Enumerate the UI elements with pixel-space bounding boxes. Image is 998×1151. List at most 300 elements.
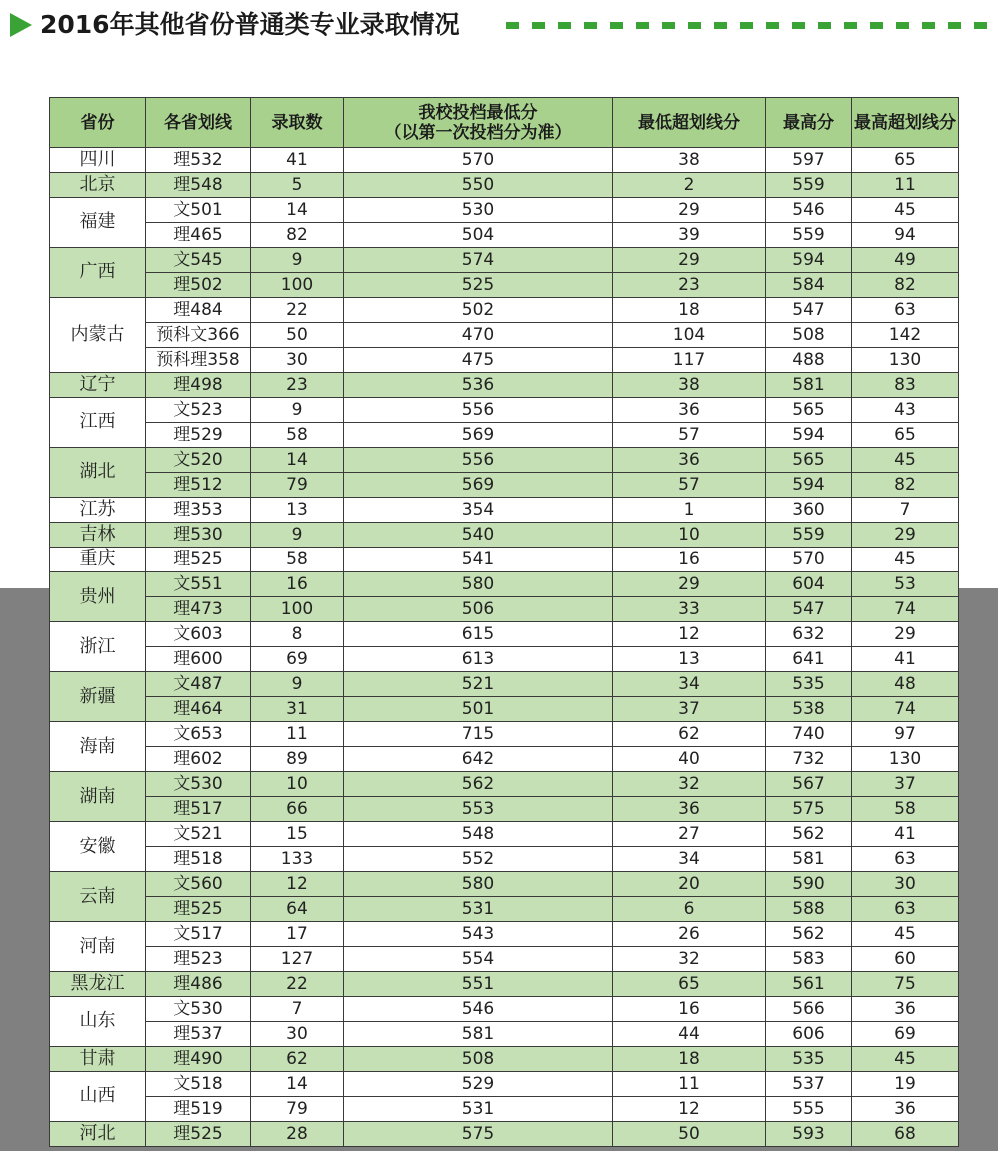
table-row [50, 347, 959, 372]
min-over-cell: 34 [613, 672, 766, 697]
min-over-cell: 16 [613, 547, 766, 572]
line-cell: 理600 [146, 647, 251, 672]
line-cell: 文551 [146, 572, 251, 597]
count-cell: 10 [251, 772, 344, 797]
table-row [50, 797, 959, 822]
table-row [50, 722, 959, 747]
min-score-cell: 580 [344, 872, 613, 897]
admission-table-container [49, 97, 960, 1147]
min-over-cell: 34 [613, 847, 766, 872]
min-score-cell: 502 [344, 297, 613, 322]
min-score-cell: 531 [344, 897, 613, 922]
min-over-cell: 12 [613, 1096, 766, 1121]
min-score-cell: 574 [344, 247, 613, 272]
count-cell: 23 [251, 372, 344, 397]
max-over-cell: 97 [852, 722, 959, 747]
min-over-cell: 50 [613, 1121, 766, 1146]
min-over-cell: 40 [613, 747, 766, 772]
count-cell: 30 [251, 347, 344, 372]
col-header-max-over: 最高超划线分 [852, 98, 959, 148]
min-over-cell: 37 [613, 697, 766, 722]
line-cell: 理473 [146, 597, 251, 622]
min-score-cell: 556 [344, 397, 613, 422]
province-cell: 山西 [50, 1071, 146, 1121]
min-over-cell: 36 [613, 797, 766, 822]
max-over-cell: 41 [852, 822, 959, 847]
max-score-cell: 594 [766, 422, 852, 447]
count-cell: 22 [251, 297, 344, 322]
min-score-cell: 521 [344, 672, 613, 697]
table-row [50, 1096, 959, 1121]
min-score-cell: 613 [344, 647, 613, 672]
min-over-cell: 65 [613, 971, 766, 996]
max-score-cell: 547 [766, 597, 852, 622]
min-score-cell: 553 [344, 797, 613, 822]
province-cell: 北京 [50, 172, 146, 197]
max-over-cell: 58 [852, 797, 959, 822]
min-over-cell: 29 [613, 247, 766, 272]
province-cell: 海南 [50, 722, 146, 772]
line-cell: 理353 [146, 497, 251, 522]
min-over-cell: 33 [613, 597, 766, 622]
max-over-cell: 63 [852, 897, 959, 922]
line-cell: 理502 [146, 272, 251, 297]
min-score-cell: 501 [344, 697, 613, 722]
table-row [50, 996, 959, 1021]
count-cell: 9 [251, 397, 344, 422]
table-row [50, 422, 959, 447]
count-cell: 16 [251, 572, 344, 597]
max-over-cell: 74 [852, 597, 959, 622]
province-cell: 四川 [50, 148, 146, 173]
table-row [50, 697, 959, 722]
max-score-cell: 567 [766, 772, 852, 797]
line-cell: 文545 [146, 247, 251, 272]
table-row [50, 847, 959, 872]
min-over-cell: 10 [613, 522, 766, 547]
count-cell: 127 [251, 947, 344, 972]
table-row [50, 447, 959, 472]
line-cell: 文518 [146, 1071, 251, 1096]
max-score-cell: 581 [766, 372, 852, 397]
count-cell: 58 [251, 547, 344, 572]
line-cell: 文521 [146, 822, 251, 847]
table-row [50, 297, 959, 322]
count-cell: 79 [251, 472, 344, 497]
min-score-cell: 562 [344, 772, 613, 797]
line-cell: 文530 [146, 772, 251, 797]
min-score-cell: 581 [344, 1021, 613, 1046]
count-cell: 14 [251, 1071, 344, 1096]
max-score-cell: 641 [766, 647, 852, 672]
province-cell: 江苏 [50, 497, 146, 522]
line-cell: 文487 [146, 672, 251, 697]
max-over-cell: 68 [852, 1121, 959, 1146]
table-row [50, 197, 959, 222]
count-cell: 50 [251, 322, 344, 347]
count-cell: 100 [251, 597, 344, 622]
min-over-cell: 39 [613, 222, 766, 247]
max-over-cell: 74 [852, 697, 959, 722]
col-header-min-score [344, 98, 613, 148]
max-over-cell: 130 [852, 747, 959, 772]
line-cell: 理525 [146, 1121, 251, 1146]
count-cell: 17 [251, 922, 344, 947]
min-score-cell: 470 [344, 322, 613, 347]
table-row [50, 971, 959, 996]
min-over-cell: 57 [613, 472, 766, 497]
line-cell: 文560 [146, 872, 251, 897]
max-over-cell: 29 [852, 622, 959, 647]
count-cell: 13 [251, 497, 344, 522]
max-over-cell: 63 [852, 297, 959, 322]
table-row [50, 772, 959, 797]
min-score-cell: 570 [344, 148, 613, 173]
line-cell: 理529 [146, 422, 251, 447]
min-score-cell: 551 [344, 971, 613, 996]
max-score-cell: 555 [766, 1096, 852, 1121]
min-score-cell: 530 [344, 197, 613, 222]
min-over-cell: 2 [613, 172, 766, 197]
max-over-cell: 49 [852, 247, 959, 272]
table-row [50, 1046, 959, 1071]
table-row [50, 372, 959, 397]
max-over-cell: 7 [852, 497, 959, 522]
table-row [50, 272, 959, 297]
max-over-cell: 60 [852, 947, 959, 972]
table-row [50, 172, 959, 197]
min-score-cell: 642 [344, 747, 613, 772]
min-score-cell: 554 [344, 947, 613, 972]
min-over-cell: 32 [613, 772, 766, 797]
table-row [50, 1071, 959, 1096]
province-cell: 山东 [50, 996, 146, 1046]
col-header-line: 各省划线 [146, 98, 251, 148]
province-cell: 黑龙江 [50, 971, 146, 996]
max-score-cell: 583 [766, 947, 852, 972]
province-cell: 浙江 [50, 622, 146, 672]
min-over-cell: 38 [613, 372, 766, 397]
min-over-cell: 29 [613, 197, 766, 222]
min-over-cell: 32 [613, 947, 766, 972]
line-cell: 理532 [146, 148, 251, 173]
min-over-cell: 27 [613, 822, 766, 847]
table-row [50, 622, 959, 647]
min-over-cell: 57 [613, 422, 766, 447]
min-score-cell: 569 [344, 472, 613, 497]
max-score-cell: 547 [766, 297, 852, 322]
count-cell: 14 [251, 447, 344, 472]
max-score-cell: 732 [766, 747, 852, 772]
table-row [50, 747, 959, 772]
max-over-cell: 130 [852, 347, 959, 372]
min-score-cell: 715 [344, 722, 613, 747]
max-score-cell: 593 [766, 1121, 852, 1146]
count-cell: 9 [251, 522, 344, 547]
min-over-cell: 18 [613, 1046, 766, 1071]
min-over-cell: 6 [613, 897, 766, 922]
max-over-cell: 45 [852, 447, 959, 472]
max-over-cell: 142 [852, 322, 959, 347]
max-over-cell: 43 [852, 397, 959, 422]
table-row [50, 922, 959, 947]
line-cell: 文501 [146, 197, 251, 222]
count-cell: 79 [251, 1096, 344, 1121]
max-score-cell: 570 [766, 547, 852, 572]
max-over-cell: 45 [852, 1046, 959, 1071]
line-cell: 理530 [146, 522, 251, 547]
line-cell: 理602 [146, 747, 251, 772]
table-header-row [50, 98, 959, 148]
max-score-cell: 559 [766, 222, 852, 247]
min-score-cell: 531 [344, 1096, 613, 1121]
max-score-cell: 535 [766, 672, 852, 697]
col-header-min-score-line2: （以第一次投档分为准） [384, 122, 572, 143]
play-triangle-icon [10, 13, 32, 37]
line-cell: 理525 [146, 897, 251, 922]
max-over-cell: 48 [852, 672, 959, 697]
table-row [50, 547, 959, 572]
col-header-count: 录取数 [251, 98, 344, 148]
count-cell: 41 [251, 148, 344, 173]
section-header [0, 0, 998, 50]
province-cell: 贵州 [50, 572, 146, 622]
min-over-cell: 38 [613, 148, 766, 173]
max-score-cell: 594 [766, 247, 852, 272]
table-row [50, 322, 959, 347]
count-cell: 14 [251, 197, 344, 222]
max-over-cell: 36 [852, 996, 959, 1021]
line-cell: 预科文366 [146, 322, 251, 347]
min-score-cell: 548 [344, 822, 613, 847]
max-over-cell: 69 [852, 1021, 959, 1046]
line-cell: 理537 [146, 1021, 251, 1046]
max-over-cell: 19 [852, 1071, 959, 1096]
max-score-cell: 559 [766, 522, 852, 547]
province-cell: 河北 [50, 1121, 146, 1146]
max-score-cell: 546 [766, 197, 852, 222]
max-score-cell: 562 [766, 922, 852, 947]
table-row [50, 822, 959, 847]
max-score-cell: 488 [766, 347, 852, 372]
min-score-cell: 580 [344, 572, 613, 597]
line-cell: 文517 [146, 922, 251, 947]
max-over-cell: 65 [852, 148, 959, 173]
max-score-cell: 561 [766, 971, 852, 996]
min-score-cell: 575 [344, 1121, 613, 1146]
max-over-cell: 94 [852, 222, 959, 247]
min-score-cell: 506 [344, 597, 613, 622]
max-over-cell: 41 [852, 647, 959, 672]
min-over-cell: 12 [613, 622, 766, 647]
max-score-cell: 588 [766, 897, 852, 922]
table-row [50, 222, 959, 247]
max-score-cell: 584 [766, 272, 852, 297]
max-over-cell: 82 [852, 472, 959, 497]
max-score-cell: 575 [766, 797, 852, 822]
min-score-cell: 550 [344, 172, 613, 197]
min-over-cell: 11 [613, 1071, 766, 1096]
table-row [50, 497, 959, 522]
line-cell: 理486 [146, 971, 251, 996]
min-over-cell: 20 [613, 872, 766, 897]
min-over-cell: 36 [613, 447, 766, 472]
min-over-cell: 13 [613, 647, 766, 672]
max-score-cell: 606 [766, 1021, 852, 1046]
table-row [50, 647, 959, 672]
col-header-max: 最高分 [766, 98, 852, 148]
min-over-cell: 117 [613, 347, 766, 372]
count-cell: 15 [251, 822, 344, 847]
min-score-cell: 543 [344, 922, 613, 947]
table-row [50, 947, 959, 972]
table-row [50, 572, 959, 597]
table-row [50, 1021, 959, 1046]
count-cell: 31 [251, 697, 344, 722]
line-cell: 理484 [146, 297, 251, 322]
min-over-cell: 26 [613, 922, 766, 947]
max-over-cell: 37 [852, 772, 959, 797]
count-cell: 89 [251, 747, 344, 772]
table-row [50, 597, 959, 622]
max-over-cell: 36 [852, 1096, 959, 1121]
max-score-cell: 604 [766, 572, 852, 597]
max-score-cell: 508 [766, 322, 852, 347]
line-cell: 理523 [146, 947, 251, 972]
count-cell: 62 [251, 1046, 344, 1071]
max-score-cell: 565 [766, 397, 852, 422]
line-cell: 理517 [146, 797, 251, 822]
table-body [50, 148, 959, 1147]
min-score-cell: 541 [344, 547, 613, 572]
min-score-cell: 529 [344, 1071, 613, 1096]
province-cell: 河南 [50, 922, 146, 972]
max-over-cell: 65 [852, 422, 959, 447]
min-over-cell: 16 [613, 996, 766, 1021]
min-score-cell: 552 [344, 847, 613, 872]
max-over-cell: 30 [852, 872, 959, 897]
max-score-cell: 594 [766, 472, 852, 497]
count-cell: 30 [251, 1021, 344, 1046]
count-cell: 5 [251, 172, 344, 197]
table-row [50, 247, 959, 272]
min-over-cell: 1 [613, 497, 766, 522]
line-cell: 预科理358 [146, 347, 251, 372]
min-over-cell: 18 [613, 297, 766, 322]
province-cell: 云南 [50, 872, 146, 922]
min-score-cell: 540 [344, 522, 613, 547]
province-cell: 吉林 [50, 522, 146, 547]
max-over-cell: 75 [852, 971, 959, 996]
count-cell: 12 [251, 872, 344, 897]
province-cell: 湖北 [50, 447, 146, 497]
table-row [50, 472, 959, 497]
max-score-cell: 632 [766, 622, 852, 647]
min-over-cell: 62 [613, 722, 766, 747]
max-score-cell: 581 [766, 847, 852, 872]
line-cell: 理464 [146, 697, 251, 722]
max-score-cell: 597 [766, 148, 852, 173]
max-score-cell: 562 [766, 822, 852, 847]
max-score-cell: 565 [766, 447, 852, 472]
max-score-cell: 360 [766, 497, 852, 522]
min-over-cell: 104 [613, 322, 766, 347]
line-cell: 文653 [146, 722, 251, 747]
line-cell: 理490 [146, 1046, 251, 1071]
min-over-cell: 29 [613, 572, 766, 597]
max-over-cell: 45 [852, 197, 959, 222]
min-score-cell: 354 [344, 497, 613, 522]
count-cell: 69 [251, 647, 344, 672]
count-cell: 8 [251, 622, 344, 647]
table-row [50, 148, 959, 173]
table-row [50, 522, 959, 547]
province-cell: 新疆 [50, 672, 146, 722]
max-over-cell: 63 [852, 847, 959, 872]
max-over-cell: 11 [852, 172, 959, 197]
max-over-cell: 83 [852, 372, 959, 397]
col-header-min-over: 最低超划线分 [613, 98, 766, 148]
max-score-cell: 537 [766, 1071, 852, 1096]
max-score-cell: 740 [766, 722, 852, 747]
max-score-cell: 566 [766, 996, 852, 1021]
min-score-cell: 546 [344, 996, 613, 1021]
count-cell: 9 [251, 247, 344, 272]
count-cell: 22 [251, 971, 344, 996]
max-score-cell: 559 [766, 172, 852, 197]
min-score-cell: 615 [344, 622, 613, 647]
max-over-cell: 45 [852, 922, 959, 947]
province-cell: 广西 [50, 247, 146, 297]
table-row [50, 672, 959, 697]
count-cell: 28 [251, 1121, 344, 1146]
count-cell: 11 [251, 722, 344, 747]
max-score-cell: 538 [766, 697, 852, 722]
col-header-min-score-line1: 我校投档最低分 [418, 102, 538, 123]
min-score-cell: 525 [344, 272, 613, 297]
line-cell: 理512 [146, 472, 251, 497]
province-cell: 江西 [50, 397, 146, 447]
line-cell: 文530 [146, 996, 251, 1021]
table-row [50, 397, 959, 422]
min-score-cell: 508 [344, 1046, 613, 1071]
dashed-divider [506, 22, 998, 29]
table-row [50, 897, 959, 922]
admission-table [49, 97, 959, 1147]
min-over-cell: 44 [613, 1021, 766, 1046]
province-cell: 安徽 [50, 822, 146, 872]
count-cell: 100 [251, 272, 344, 297]
province-cell: 甘肃 [50, 1046, 146, 1071]
table-row [50, 872, 959, 897]
province-cell: 辽宁 [50, 372, 146, 397]
line-cell: 文603 [146, 622, 251, 647]
province-cell: 重庆 [50, 547, 146, 572]
max-over-cell: 82 [852, 272, 959, 297]
page-title: 2016年其他省份普通类专业录取情况 [40, 10, 460, 39]
max-over-cell: 45 [852, 547, 959, 572]
min-score-cell: 569 [344, 422, 613, 447]
line-cell: 文523 [146, 397, 251, 422]
max-over-cell: 53 [852, 572, 959, 597]
province-cell: 内蒙古 [50, 297, 146, 372]
count-cell: 58 [251, 422, 344, 447]
min-score-cell: 504 [344, 222, 613, 247]
line-cell: 理498 [146, 372, 251, 397]
count-cell: 82 [251, 222, 344, 247]
min-over-cell: 23 [613, 272, 766, 297]
line-cell: 理518 [146, 847, 251, 872]
